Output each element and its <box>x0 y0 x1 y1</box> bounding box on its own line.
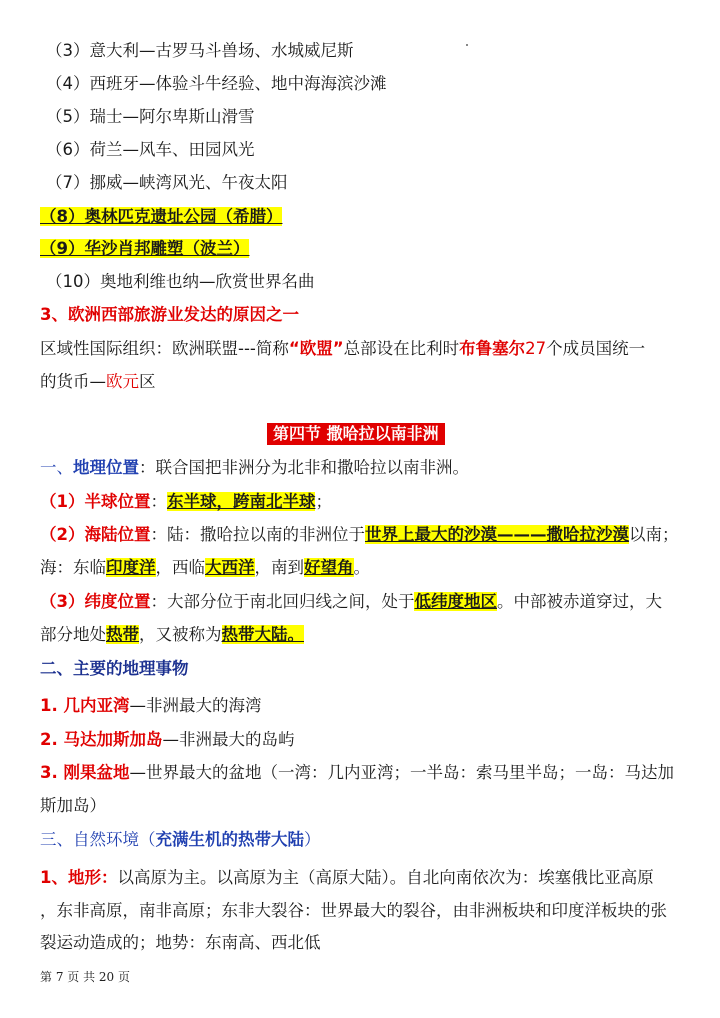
sealand-text: ，西临 <box>155 558 205 577</box>
lat-text: 。中部被赤道穿过，大 <box>496 592 662 611</box>
feature-desc: —非洲最大的岛屿 <box>162 730 295 749</box>
feature-name: 1. 几内亚湾 <box>40 696 130 715</box>
section-title: 第四节 撒哈拉以南非洲 <box>267 423 445 445</box>
highlight-text: （8）奥林匹克遗址公园（希腊） <box>40 207 283 226</box>
lat-text: ，又被称为 <box>139 625 222 644</box>
sealand-highlight: 大西洋 <box>205 558 255 577</box>
terrain-label: 1、地形： <box>40 868 118 887</box>
lat-highlight: 热带大陆。 <box>221 625 304 644</box>
s1-colon: ： <box>139 458 156 477</box>
list-item: （7）挪威—峡湾风光、午夜太阳 <box>46 173 288 192</box>
lat-highlight: 热带 <box>106 625 139 644</box>
lat-highlight: 低纬度地区 <box>414 592 497 611</box>
eu-text: 区域性国际组织：欧洲联盟---简称 <box>40 339 289 358</box>
highlighted-item <box>40 238 684 260</box>
sea-land-line2 <box>40 557 684 579</box>
list-item: （4）西班牙—体验斗牛经验、地中海海滨沙滩 <box>46 74 387 93</box>
terrain-line1 <box>40 867 684 889</box>
feature-desc: —非洲最大的海湾 <box>129 696 262 715</box>
eu-text: 总部设在比利时 <box>343 339 460 358</box>
hemi-end: ； <box>315 492 332 511</box>
eu-hq: 布鲁塞尔 <box>459 339 526 358</box>
sealand-text: 海：东临 <box>40 558 106 577</box>
hemi-value: 东半球，跨南北半球 <box>166 492 316 511</box>
eu-paragraph-line1 <box>40 338 684 360</box>
sealand-highlight: 印度洋 <box>106 558 156 577</box>
sealand-colon: ： <box>150 525 167 544</box>
eu-quote: “ <box>288 339 300 358</box>
hemi-label: 半球位置 <box>84 492 151 511</box>
latitude-line1 <box>40 591 684 613</box>
list-item: （6）荷兰—风车、田园风光 <box>46 140 255 159</box>
hemi-colon: ： <box>150 492 167 511</box>
eu-paragraph-line2 <box>40 371 684 393</box>
latitude-line2 <box>40 624 684 646</box>
s1-text: 联合国把非洲分为北非和撒哈拉以南非洲。 <box>155 458 469 477</box>
terrain-text: 以高原为主。以高原为主（高原大陆）。自北向南依次为：埃塞俄比亚高原 <box>117 868 654 887</box>
feature-continuation: 斯加岛） <box>40 796 106 815</box>
s1-prefix: 一、 <box>40 458 73 477</box>
sealand-text: 陆：撒哈拉以南的非洲位于 <box>166 525 365 544</box>
sealand-num: （2） <box>40 525 85 544</box>
sealand-highlight: 好望角 <box>304 558 354 577</box>
lat-text: 大部分位于南北回归线之间，处于 <box>166 592 415 611</box>
lat-num: （3） <box>40 592 85 611</box>
hemi-num: （1） <box>40 492 85 511</box>
eu-count: 27 <box>525 339 547 358</box>
eu-text: 区 <box>139 372 156 391</box>
sealand-label: 海陆位置 <box>84 525 151 544</box>
list-item: （10）奥地利维也纳—欣赏世界名曲 <box>46 272 315 291</box>
feature-line <box>40 762 684 784</box>
s3-bold: 充满生机的热带大陆 <box>155 830 304 849</box>
sealand-text: ，南到 <box>254 558 304 577</box>
feature-name: 2. 马达加斯加岛 <box>40 730 163 749</box>
eu-quote: ” <box>332 339 344 358</box>
list-item: （3）意大利—古罗马斗兽场、水城威尼斯 <box>46 41 354 60</box>
sealand-text: 以南； <box>628 525 679 544</box>
terrain-line2: ，东非高原，南非高原；东非大裂谷：世界最大的裂谷，由非洲板块和印度洋板块的张 <box>40 901 667 920</box>
list-item: （5）瑞士—阿尔卑斯山滑雪 <box>46 107 255 126</box>
reason-heading: 3、欧洲西部旅游业发达的原因之一 <box>40 305 299 324</box>
feature-line <box>40 695 684 717</box>
feature-desc: —世界最大的盆地（一湾：几内亚湾；一半岛：索马里半岛；一岛：马达加 <box>129 763 674 782</box>
page-footer: 第 7 页 共 20 页 <box>40 970 130 984</box>
s3-prefix: 三、自然环境（ <box>40 830 156 849</box>
lat-text: 部分地处 <box>40 625 106 644</box>
eu-text: 个成员国统一 <box>546 339 646 358</box>
s1-label: 地理位置 <box>73 458 139 477</box>
lat-label: 纬度位置 <box>84 592 151 611</box>
highlight-text: （9）华沙肖邦雕塑（波兰） <box>40 239 250 258</box>
eu-text: 的货币— <box>40 372 106 391</box>
eu-abbr: 欧盟 <box>299 339 333 358</box>
geo-location-line <box>40 457 684 479</box>
highlighted-item <box>40 206 684 228</box>
hemisphere-line <box>40 491 684 513</box>
s3-suffix: ） <box>304 830 321 849</box>
s2-heading: 二、主要的地理事物 <box>40 659 189 678</box>
sealand-highlight: 世界上最大的沙漠———撒哈拉沙漠 <box>364 525 629 544</box>
sealand-text: 。 <box>353 558 370 577</box>
feature-line <box>40 729 684 751</box>
feature-name: 3. 刚果盆地 <box>40 763 130 782</box>
eu-currency: 欧元 <box>106 372 139 391</box>
lat-colon: ： <box>150 592 167 611</box>
sea-land-line1 <box>40 524 684 546</box>
s3-heading <box>40 829 684 851</box>
terrain-line3: 裂运动造成的；地势：东南高、西北低 <box>40 933 321 952</box>
